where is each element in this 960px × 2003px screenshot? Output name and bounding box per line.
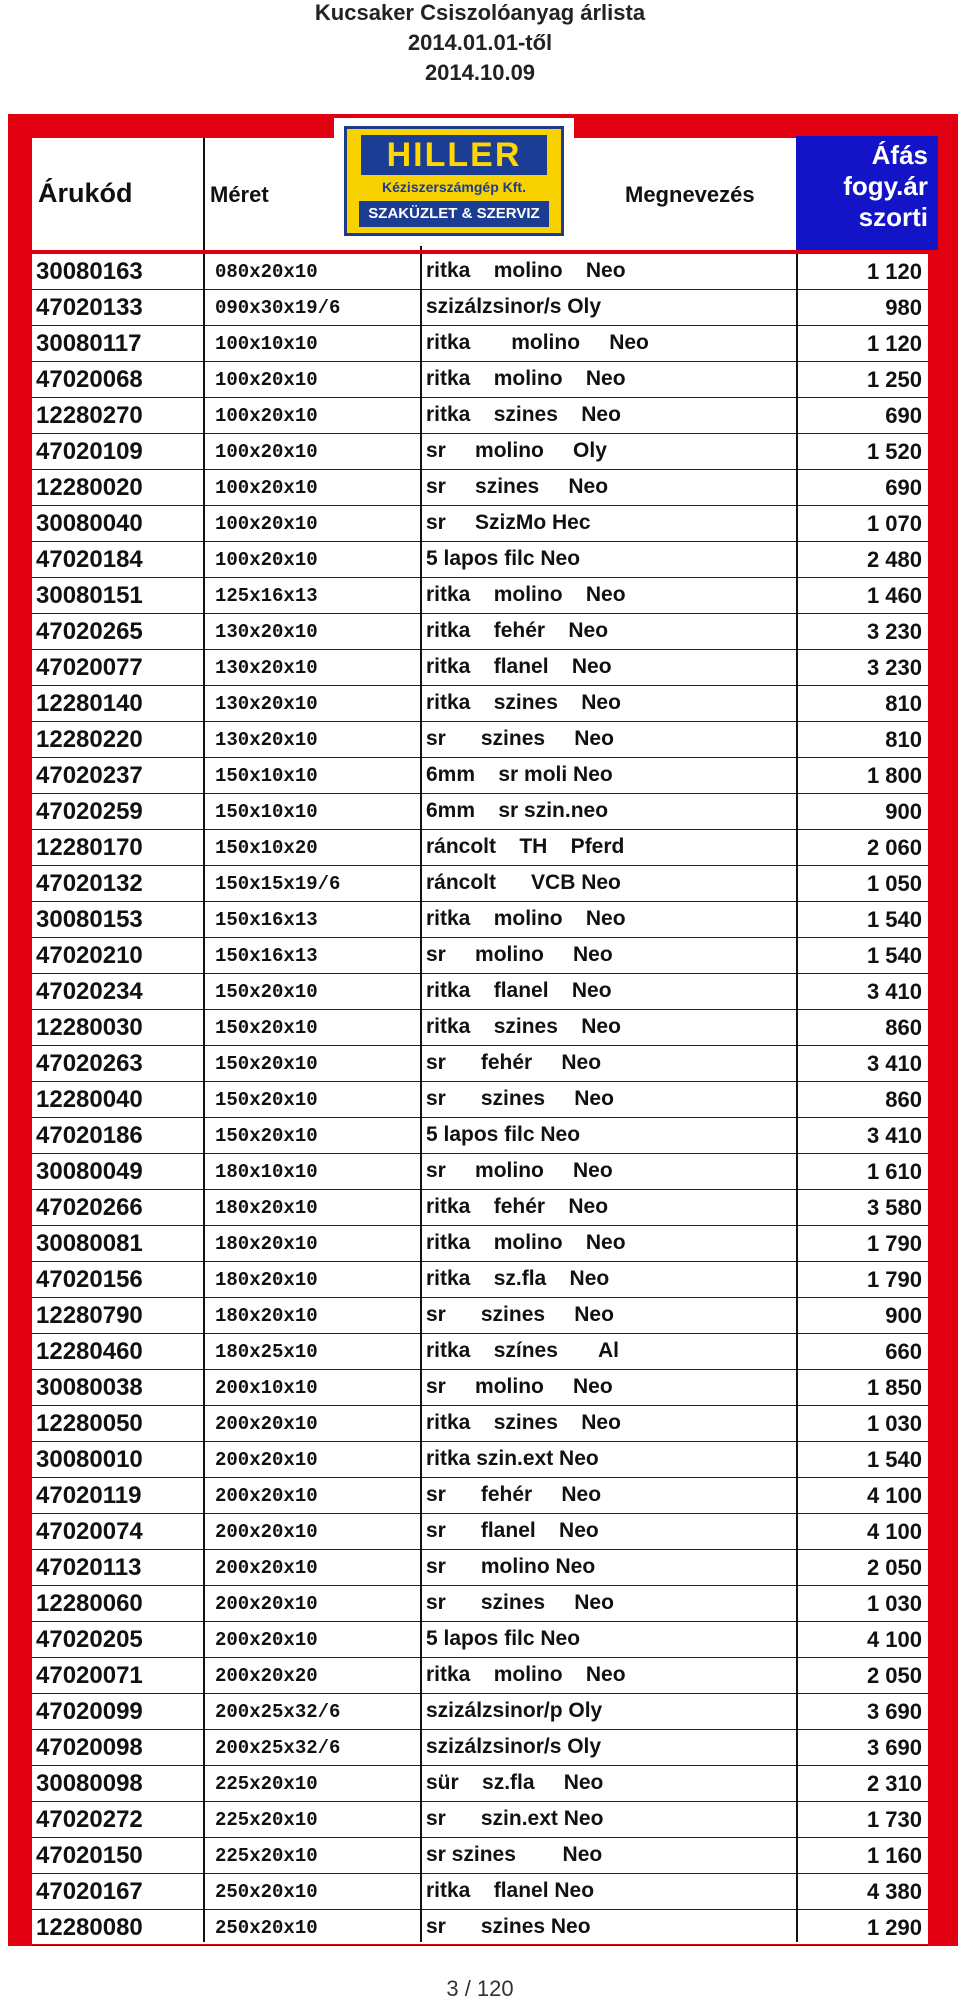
item-code: 12280220: [36, 726, 143, 753]
item-code: 47020266: [36, 1194, 143, 1221]
item-name: sr fehér Neo: [426, 1051, 602, 1074]
table-row: [32, 1622, 928, 1658]
item-name: ráncolt TH Pferd: [426, 835, 625, 858]
item-name: ráncolt VCB Neo: [426, 871, 621, 894]
table-row: [32, 1118, 928, 1154]
table-row: [32, 974, 928, 1010]
item-price: 3 690: [866, 1699, 922, 1724]
item-code: 12280170: [36, 834, 143, 861]
item-code: 12280060: [36, 1590, 143, 1617]
item-code: 47020133: [36, 294, 143, 321]
table-row: [32, 1082, 928, 1118]
item-code: 12280140: [36, 690, 143, 717]
item-size: 225x20x10: [215, 1773, 318, 1795]
item-code: 30080049: [36, 1158, 143, 1185]
item-size: 150x16x13: [215, 909, 318, 931]
item-name: sr szines Neo: [426, 475, 609, 498]
item-name: szizálzsinor/s Oly: [426, 295, 602, 318]
item-code: 47020109: [36, 438, 143, 465]
table-row: [32, 254, 928, 290]
table-row: [32, 722, 928, 758]
item-code: 47020210: [36, 942, 143, 969]
item-price: 4 100: [866, 1519, 922, 1544]
item-price: 2 480: [866, 547, 922, 572]
table-row: [32, 398, 928, 434]
table-row: [32, 1694, 928, 1730]
table-row: [32, 686, 928, 722]
item-code: 47020119: [36, 1482, 142, 1509]
item-price: 1 790: [866, 1231, 922, 1256]
item-price: 3 410: [866, 979, 922, 1004]
item-name: sr szines Neo: [426, 1591, 614, 1614]
item-code: 47020113: [36, 1554, 142, 1581]
item-price: 1 160: [866, 1843, 922, 1868]
item-price: 4 380: [866, 1879, 922, 1904]
print-date: 2014.10.09: [424, 60, 536, 85]
table-row: [32, 1046, 928, 1082]
item-price: 690: [885, 475, 922, 500]
item-code: 30080153: [36, 906, 143, 933]
column-divider-code-size: [203, 254, 205, 1942]
item-code: 30080038: [36, 1374, 143, 1401]
item-name: sr szin.ext Neo: [426, 1807, 604, 1830]
item-size: 200x10x10: [215, 1377, 318, 1399]
item-price: 900: [885, 1303, 922, 1328]
price-header-line-1: Áfás: [871, 140, 928, 170]
table-row: [32, 830, 928, 866]
table-row: [32, 1262, 928, 1298]
table-row: [32, 326, 928, 362]
item-code: 12280270: [36, 402, 143, 429]
item-size: 130x20x10: [215, 729, 318, 751]
item-code: 47020265: [36, 618, 143, 645]
table-row: [32, 1730, 928, 1766]
item-size: 090x30x19/6: [215, 297, 341, 319]
item-price: 4 100: [866, 1627, 922, 1652]
item-code: 12280020: [36, 474, 143, 501]
item-size: 150x20x10: [215, 1089, 318, 1111]
item-price: 3 580: [866, 1195, 922, 1220]
item-price: 4 100: [866, 1483, 922, 1508]
item-code: 47020098: [36, 1734, 143, 1761]
table-row: [32, 1514, 928, 1550]
item-code: 30080040: [36, 510, 143, 537]
item-code: 47020205: [36, 1626, 143, 1653]
table-row: [32, 506, 928, 542]
item-size: 200x20x10: [215, 1485, 318, 1507]
item-price: 1 250: [866, 367, 922, 392]
table-row: [32, 578, 928, 614]
item-size: 180x10x10: [215, 1161, 318, 1183]
item-name: ritka szines Neo: [426, 403, 621, 426]
column-header-code: Árukód: [38, 178, 133, 208]
item-code: 12280030: [36, 1014, 143, 1041]
item-code: 12280050: [36, 1410, 143, 1437]
item-size: 150x20x10: [215, 981, 318, 1003]
item-name: sr molino Neo: [426, 1555, 596, 1578]
page-number: 3 / 120: [446, 1976, 514, 2001]
item-price: 1 540: [866, 1447, 922, 1472]
document-title: Kucsaker Csiszolóanyag árlista: [314, 0, 646, 25]
item-code: 47020077: [36, 654, 143, 681]
item-code: 47020237: [36, 762, 143, 789]
item-price: 2 060: [866, 835, 922, 860]
item-size: 180x20x10: [215, 1305, 318, 1327]
item-name: ritka fehér Neo: [426, 619, 609, 642]
item-price: 860: [885, 1015, 922, 1040]
item-code: 47020259: [36, 798, 143, 825]
item-name: 5 lapos filc Neo: [426, 1627, 581, 1650]
item-size: 100x20x10: [215, 513, 318, 535]
item-size: 100x20x10: [215, 441, 318, 463]
table-row: [32, 1586, 928, 1622]
table-row: [32, 1298, 928, 1334]
table-row: [32, 1370, 928, 1406]
item-name: ritka sz.fla Neo: [426, 1267, 610, 1290]
table-row: [32, 1334, 928, 1370]
table-row: [32, 1154, 928, 1190]
item-price: 1 730: [866, 1807, 922, 1832]
item-size: 250x20x10: [215, 1881, 318, 1903]
item-name: sr SzizMo Hec: [426, 511, 591, 534]
table-row: [32, 1658, 928, 1694]
item-size: 200x25x32/6: [215, 1701, 341, 1723]
valid-from-date: 2014.01.01-től: [407, 30, 553, 55]
logo-brand: HILLER: [361, 135, 547, 175]
table-row: [32, 614, 928, 650]
item-name: szizálzsinor/p Oly: [426, 1699, 603, 1722]
item-size: 180x20x10: [215, 1233, 318, 1255]
item-name: ritka molino Neo: [426, 907, 626, 930]
item-code: 47020186: [36, 1122, 143, 1149]
item-name: ritka flanel Neo: [426, 979, 612, 1002]
item-price: 2 310: [866, 1771, 922, 1796]
item-size: 200x20x10: [215, 1593, 318, 1615]
item-code: 12280080: [36, 1914, 143, 1941]
item-code: 30080098: [36, 1770, 143, 1797]
item-code: 47020071: [36, 1662, 143, 1689]
item-name: ritka molino Neo: [426, 367, 626, 390]
item-name: 5 lapos filc Neo: [426, 547, 581, 570]
logo-badge: [344, 126, 564, 236]
item-name: ritka színes Al: [426, 1339, 619, 1362]
item-price: 1 120: [866, 259, 922, 284]
item-price: 1 800: [866, 763, 922, 788]
item-price: 1 520: [866, 439, 922, 464]
item-price: 3 690: [866, 1735, 922, 1760]
item-size: 200x25x32/6: [215, 1737, 341, 1759]
item-size: 225x20x10: [215, 1845, 318, 1867]
table-row: [32, 1910, 928, 1946]
table-row: [32, 542, 928, 578]
item-size: 100x20x10: [215, 369, 318, 391]
item-size: 080x20x10: [215, 261, 318, 283]
hiller-logo: [334, 118, 574, 246]
item-price: 3 230: [866, 619, 922, 644]
item-size: 125x16x13: [215, 585, 318, 607]
item-price: 1 850: [866, 1375, 922, 1400]
item-size: 100x20x10: [215, 405, 318, 427]
item-size: 150x10x10: [215, 765, 318, 787]
table-row: [32, 290, 928, 326]
item-name: sr molino Neo: [426, 1159, 613, 1182]
item-size: 180x20x10: [215, 1197, 318, 1219]
item-price: 1 540: [866, 943, 922, 968]
item-price: 2 050: [866, 1555, 922, 1580]
item-size: 150x20x10: [215, 1125, 318, 1147]
item-code: 47020184: [36, 546, 143, 573]
item-size: 150x10x20: [215, 837, 318, 859]
item-name: sür sz.fla Neo: [426, 1771, 604, 1794]
item-name: sr fehér Neo: [426, 1483, 602, 1506]
table-row: [32, 1838, 928, 1874]
item-name: 5 lapos filc Neo: [426, 1123, 581, 1146]
table-row: [32, 1550, 928, 1586]
item-price: 1 070: [866, 511, 922, 536]
item-price: 860: [885, 1087, 922, 1112]
logo-subtitle: Kéziszerszámgép Kft.: [382, 179, 526, 195]
item-name: 6mm sr szin.neo: [426, 799, 609, 822]
table-row: [32, 362, 928, 398]
item-price: 1 540: [866, 907, 922, 932]
item-size: 200x20x10: [215, 1449, 318, 1471]
item-name: sr molino Neo: [426, 1375, 613, 1398]
item-price: 1 050: [866, 871, 922, 896]
item-size: 200x20x10: [215, 1629, 318, 1651]
item-code: 47020074: [36, 1518, 143, 1545]
table-row: [32, 938, 928, 974]
item-name: ritka flanel Neo: [426, 655, 612, 678]
table-row: [32, 1874, 928, 1910]
item-code: 47020099: [36, 1698, 143, 1725]
item-code: 47020150: [36, 1842, 143, 1869]
table-row: [32, 1802, 928, 1838]
table-row: [32, 1478, 928, 1514]
item-code: 47020132: [36, 870, 143, 897]
table-row: [32, 758, 928, 794]
item-size: 150x15x19/6: [215, 873, 341, 895]
table-row: [32, 902, 928, 938]
item-size: 200x20x10: [215, 1557, 318, 1579]
item-price: 1 120: [866, 331, 922, 356]
table-row: [32, 794, 928, 830]
item-size: 150x16x13: [215, 945, 318, 967]
item-price: 1 030: [866, 1591, 922, 1616]
table-row: [32, 1010, 928, 1046]
item-price: 900: [885, 799, 922, 824]
item-name: sr flanel Neo: [426, 1519, 599, 1542]
item-name: ritka szines Neo: [426, 691, 621, 714]
item-size: 180x20x10: [215, 1269, 318, 1291]
item-price: 1 030: [866, 1411, 922, 1436]
table-row: [32, 1190, 928, 1226]
item-name: ritka molino Neo: [426, 259, 626, 282]
item-size: 200x20x10: [215, 1413, 318, 1435]
table-row: [32, 650, 928, 686]
item-size: 150x20x10: [215, 1053, 318, 1075]
item-price: 690: [885, 403, 922, 428]
item-code: 47020167: [36, 1878, 143, 1905]
item-size: 100x20x10: [215, 477, 318, 499]
table-row: [32, 1442, 928, 1478]
item-code: 47020156: [36, 1266, 143, 1293]
item-code: 30080151: [36, 582, 143, 609]
item-name: ritka molino Neo: [426, 331, 649, 354]
item-code: 12280790: [36, 1302, 143, 1329]
item-price: 810: [885, 691, 922, 716]
table-row: [32, 1226, 928, 1262]
item-code: 12280460: [36, 1338, 143, 1365]
item-size: 150x20x10: [215, 1017, 318, 1039]
column-divider-name-price: [796, 254, 798, 1942]
item-size: 130x20x10: [215, 693, 318, 715]
item-name: szizálzsinor/s Oly: [426, 1735, 602, 1758]
item-name: ritka molino Neo: [426, 583, 626, 606]
item-price: 3 410: [866, 1051, 922, 1076]
item-name: sr szines Neo: [426, 1087, 614, 1110]
item-price: 3 230: [866, 655, 922, 680]
item-name: sr szines Neo: [426, 1843, 603, 1866]
item-price: 810: [885, 727, 922, 752]
item-price: 3 410: [866, 1123, 922, 1148]
table-row: [32, 470, 928, 506]
item-size: 225x20x10: [215, 1809, 318, 1831]
item-price: 660: [885, 1339, 922, 1364]
item-code: 47020068: [36, 366, 143, 393]
item-name: ritka flanel Neo: [426, 1879, 595, 1902]
header-divider-1: [203, 138, 205, 250]
item-price: 1 460: [866, 583, 922, 608]
item-price: 1 610: [866, 1159, 922, 1184]
column-divider-size-name: [420, 254, 422, 1942]
item-name: sr molino Oly: [426, 439, 607, 462]
table-row: [32, 1766, 928, 1802]
item-size: 100x20x10: [215, 549, 318, 571]
item-size: 250x20x10: [215, 1917, 318, 1939]
item-size: 130x20x10: [215, 621, 318, 643]
item-name: sr molino Neo: [426, 943, 613, 966]
item-name: ritka fehér Neo: [426, 1195, 609, 1218]
item-name: ritka szin.ext Neo: [426, 1447, 599, 1470]
item-name: ritka molino Neo: [426, 1663, 626, 1686]
column-header-price: [796, 136, 938, 250]
item-size: 130x20x10: [215, 657, 318, 679]
item-code: 30080081: [36, 1230, 143, 1257]
item-code: 47020272: [36, 1806, 143, 1833]
price-header-line-3: szorti: [858, 202, 928, 232]
item-code: 30080010: [36, 1446, 143, 1473]
item-size: 100x10x10: [215, 333, 318, 355]
item-code: 12280040: [36, 1086, 143, 1113]
column-header-size: Méret: [210, 182, 269, 207]
item-name: ritka molino Neo: [426, 1231, 626, 1254]
item-name: 6mm sr moli Neo: [426, 763, 613, 786]
price-rows: [32, 254, 928, 1946]
table-row: [32, 1406, 928, 1442]
logo-tagline: SZAKÜZLET & SZERVIZ: [359, 201, 549, 227]
item-name: sr szines Neo: [426, 1303, 614, 1326]
item-price: 2 050: [866, 1663, 922, 1688]
item-name: ritka szines Neo: [426, 1015, 621, 1038]
price-header-line-2: fogy.ár: [843, 171, 928, 201]
table-row: [32, 434, 928, 470]
item-price: 1 290: [866, 1915, 922, 1940]
item-name: sr szines Neo: [426, 1915, 591, 1938]
item-size: 200x20x20: [215, 1665, 318, 1687]
item-name: ritka szines Neo: [426, 1411, 621, 1434]
item-size: 180x25x10: [215, 1341, 318, 1363]
item-code: 47020263: [36, 1050, 143, 1077]
item-code: 30080117: [36, 330, 142, 357]
item-code: 47020234: [36, 978, 143, 1005]
item-code: 30080163: [36, 258, 143, 285]
item-size: 150x10x10: [215, 801, 318, 823]
item-size: 200x20x10: [215, 1521, 318, 1543]
item-price: 980: [885, 295, 922, 320]
item-price: 1 790: [866, 1267, 922, 1292]
item-name: sr szines Neo: [426, 727, 614, 750]
table-row: [32, 866, 928, 902]
column-header-name: Megnevezés: [625, 182, 755, 207]
